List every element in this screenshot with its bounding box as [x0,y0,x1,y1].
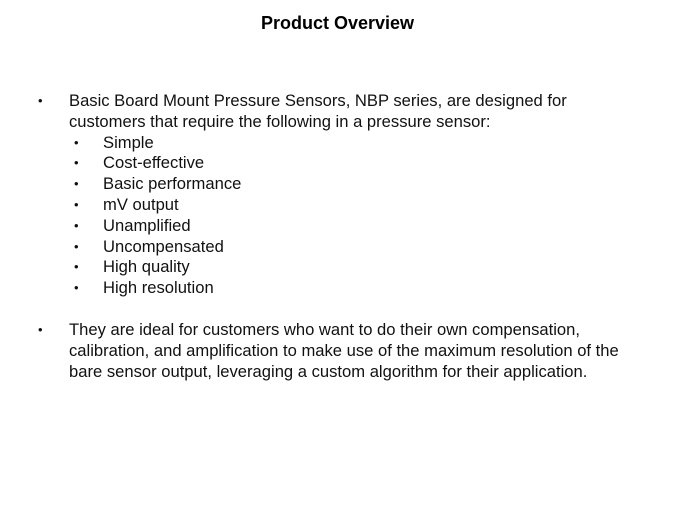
bullet-icon: • [38,321,43,337]
sub-bullet-item [69,278,638,299]
bullet-icon: • [74,280,79,296]
sub-bullet-text: Uncompensated [103,236,224,256]
sub-bullet-text: High quality [103,257,190,277]
bullet-icon: • [38,93,43,108]
sub-bullet-item [69,153,638,174]
sub-bullet-item [69,174,638,195]
sub-bullet-item [69,133,638,154]
bullet-icon: • [74,176,79,192]
sub-bullet-text: mV output [103,194,179,214]
sub-bullet-list [69,133,638,299]
bullet-icon: • [74,238,79,254]
bullet-icon: • [74,259,79,275]
sub-bullet-item [69,216,638,237]
bullet-icon: • [74,155,79,171]
sub-bullet-text: Cost-effective [103,153,205,173]
bullet-icon: • [74,217,79,233]
bullet-point [38,320,638,382]
bullet-text: Basic Board Mount Pressure Sensors, NBP series, are designed for customers that require the following in a pressure sensor: [69,91,567,131]
sub-bullet-item [69,257,638,278]
bullet-text: They are ideal for customers who want to do their own compensation, calibration, and amplification to make use of the maximum resolution of the bare sensor output, leveraging a custom algorithm for their application. [69,319,619,381]
sub-bullet-item [69,195,638,216]
bullet-icon: • [74,196,79,212]
spacer [38,299,638,320]
sub-bullet-text: Basic performance [103,174,242,194]
sub-bullet-item [69,237,638,258]
sub-bullet-text: Unamplified [103,215,191,235]
sub-bullet-text: High resolution [103,278,214,298]
sub-bullet-text: Simple [103,132,154,152]
slide-title: Product Overview [260,13,415,33]
bullet-icon: • [74,134,79,150]
bullet-point [38,91,638,299]
slide-content [38,91,638,382]
